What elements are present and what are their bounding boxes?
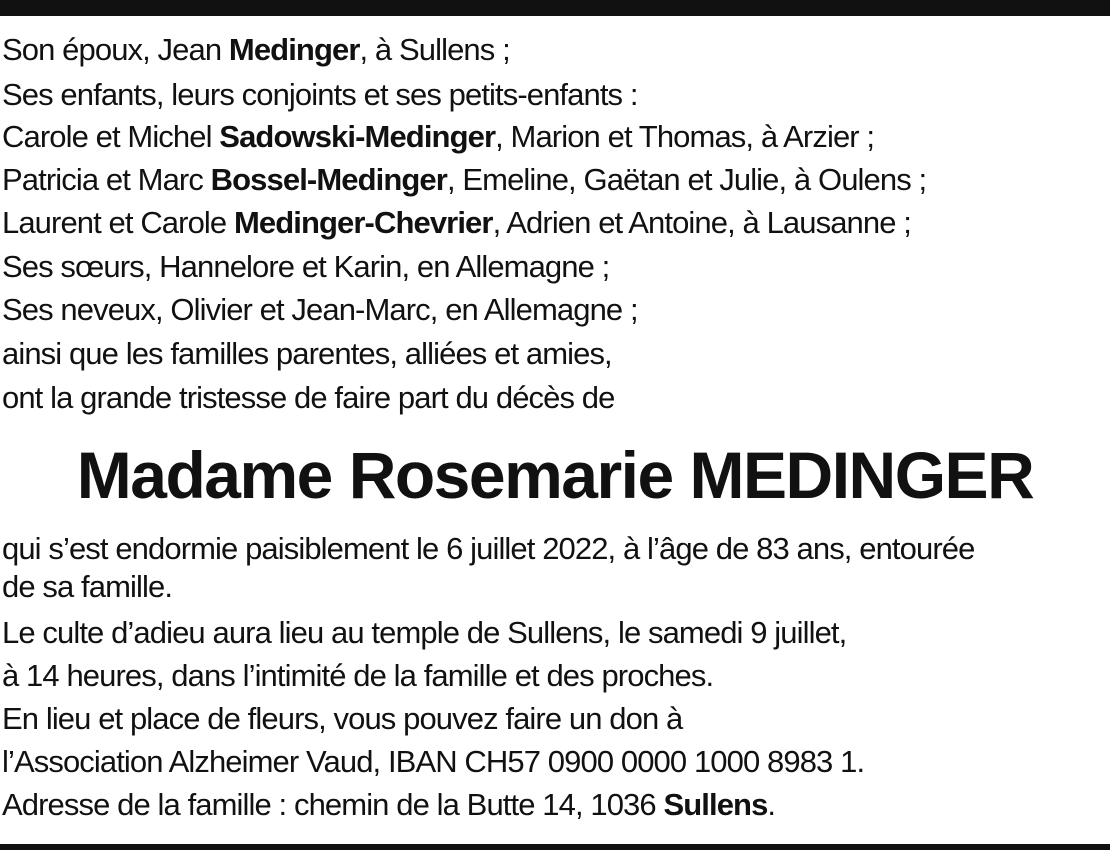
text-segment: qui s’est endormie paisiblement le 6 juillet 2022, à l’âge de 83 ans, entourée — [2, 531, 975, 566]
text-segment: , Adrien et Antoine, à Lausanne ; — [492, 205, 911, 240]
text-segment: Ses enfants, leurs conjoints et ses petits-enfants : — [2, 77, 638, 112]
text-segment: ont la grande tristesse de faire part du décès de — [2, 380, 615, 415]
notice-line-family-bossel — [2, 158, 926, 201]
deceased-name-heading: Madame Rosemarie MEDINGER — [76, 438, 1034, 512]
family-name: Sadowski-Medinger — [219, 119, 496, 154]
notice-line-family-sadowski — [2, 115, 874, 158]
notice-line-husband — [2, 28, 510, 71]
notice-line-ceremony-time — [2, 654, 713, 697]
family-name: Sullens — [663, 787, 768, 822]
notice-line-passing-cont — [2, 565, 172, 608]
text-segment: , Emeline, Gaëtan et Julie, à Oulens ; — [446, 162, 927, 197]
text-segment: à 14 heures, dans l’intimité de la famille et des proches. — [2, 658, 714, 693]
notice-line-donation — [2, 697, 682, 740]
family-name: Medinger — [228, 32, 360, 67]
text-segment: Carole et Michel — [2, 119, 220, 154]
text-segment: ainsi que les familles parentes, alliées et amies, — [2, 336, 612, 371]
notice-line-announcement — [2, 376, 614, 419]
text-segment: Patricia et Marc — [2, 162, 211, 197]
text-segment: , à Sullens ; — [359, 32, 510, 67]
notice-line-iban — [2, 740, 864, 783]
notice-line-nephews — [2, 288, 638, 331]
notice-line-children-intro — [2, 73, 638, 116]
notice-line-passing — [2, 527, 974, 570]
notice-line-ceremony — [2, 611, 846, 654]
text-segment: Le culte d’adieu aura lieu au temple de Sullens, le samedi 9 juillet, — [2, 615, 847, 650]
top-border-rule — [0, 0, 1110, 16]
text-segment: Laurent et Carole — [2, 205, 234, 240]
bottom-border-rule — [0, 844, 1110, 850]
text-segment: , Marion et Thomas, à Arzier ; — [495, 119, 875, 154]
notice-line-family-chevrier — [2, 201, 911, 244]
notice-line-sisters — [2, 245, 609, 288]
notice-line-family-address — [2, 783, 775, 826]
text-segment: de sa famille. — [2, 569, 173, 604]
family-name: Bossel-Medinger — [210, 162, 447, 197]
text-segment: Ses sœurs, Hannelore et Karin, en Allemagne ; — [2, 249, 610, 284]
text-segment: Ses neveux, Olivier et Jean-Marc, en Allemagne ; — [2, 292, 638, 327]
notice-line-relatives — [2, 332, 612, 375]
family-name: Medinger-Chevrier — [233, 205, 493, 240]
text-segment: . — [767, 787, 776, 822]
text-segment: Adresse de la famille : chemin de la Butte 14, 1036 — [2, 787, 664, 822]
text-segment: Son époux, Jean — [2, 32, 229, 67]
text-segment: En lieu et place de fleurs, vous pouvez faire un don à — [2, 701, 683, 736]
text-segment: l’Association Alzheimer Vaud, IBAN CH57 0900 0000 1000 8983 1. — [2, 744, 865, 779]
